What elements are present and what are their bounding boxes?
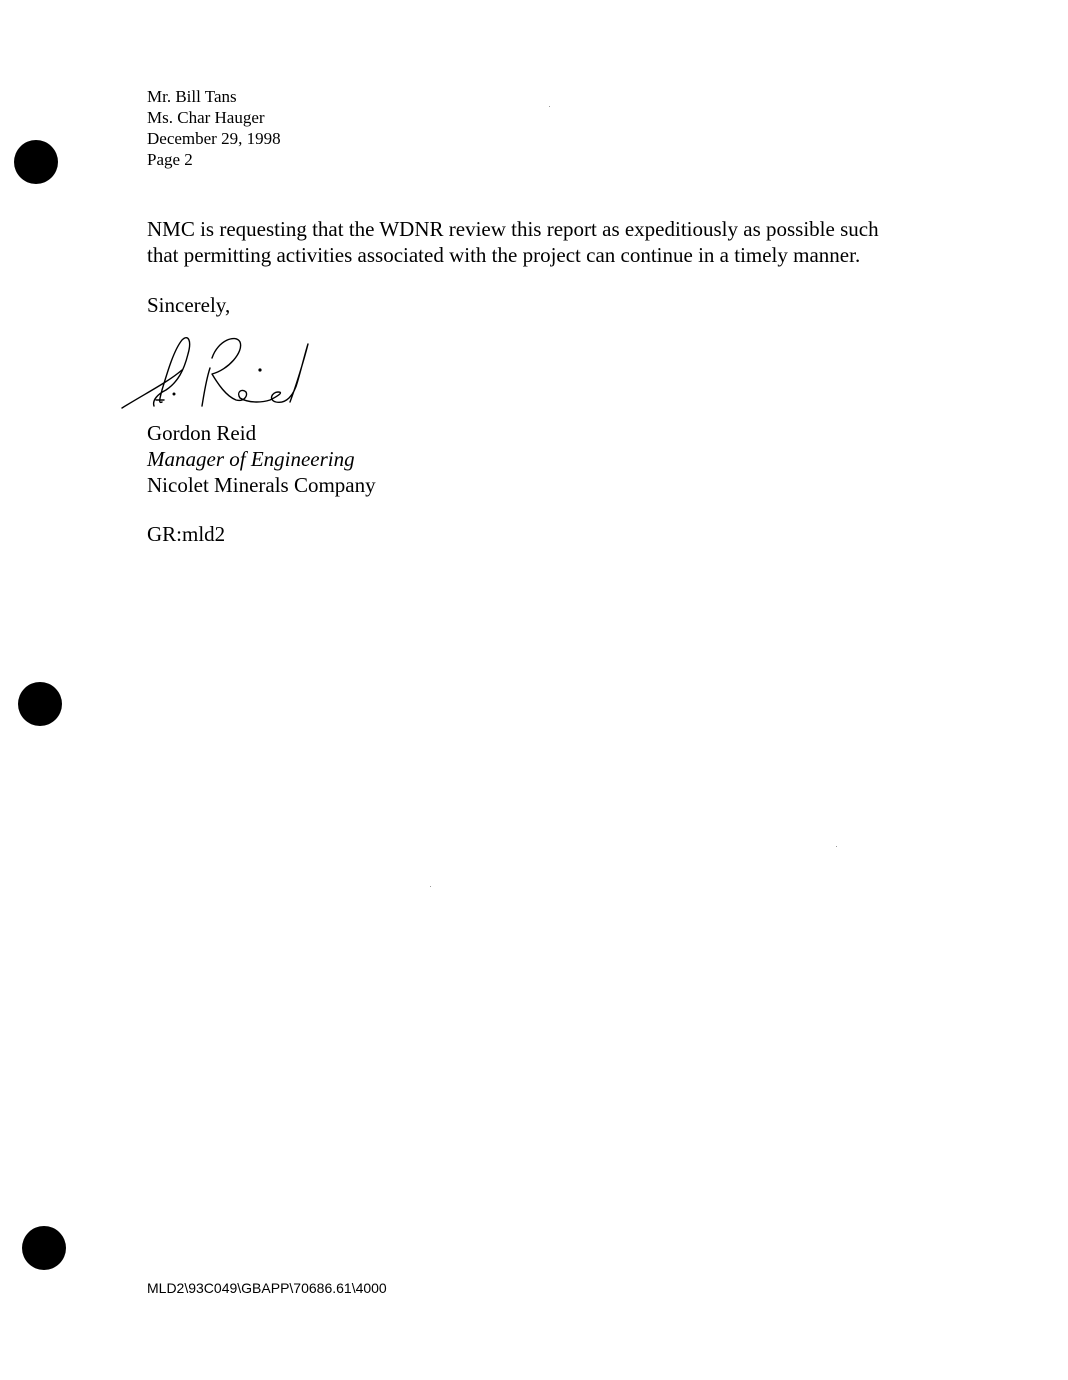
- scan-speck: [549, 106, 550, 107]
- page-number: Page 2: [147, 150, 193, 169]
- scan-speck: [430, 886, 431, 887]
- recipient-2: Ms. Char Hauger: [147, 108, 265, 127]
- document-file-path: MLD2\93C049\GBAPP\70686.61\4000: [147, 1280, 387, 1296]
- body-paragraph: [147, 216, 907, 268]
- signer-block: [147, 420, 376, 498]
- signer-company: Nicolet Minerals Company: [147, 473, 376, 497]
- typist-initials: GR:mld2: [147, 522, 226, 546]
- punch-hole-top: [14, 140, 58, 184]
- closing-salutation: Sincerely,: [147, 293, 231, 317]
- signer-name: Gordon Reid: [147, 421, 257, 445]
- scan-speck: [836, 846, 837, 847]
- recipient-1: Mr. Bill Tans: [147, 87, 237, 106]
- signer-title: Manager of Engineering: [147, 447, 355, 471]
- body-line-2: that permitting activities associated with the project can continue in a timely manner.: [147, 243, 861, 267]
- body-line-1: NMC is requesting that the WDNR review this report as expeditiously as possible such: [147, 217, 879, 241]
- punch-hole-bottom: [22, 1226, 66, 1270]
- handwritten-signature: [118, 330, 318, 412]
- letter-header: [147, 86, 281, 170]
- punch-hole-middle: [18, 682, 62, 726]
- letter-date: December 29, 1998: [147, 129, 281, 148]
